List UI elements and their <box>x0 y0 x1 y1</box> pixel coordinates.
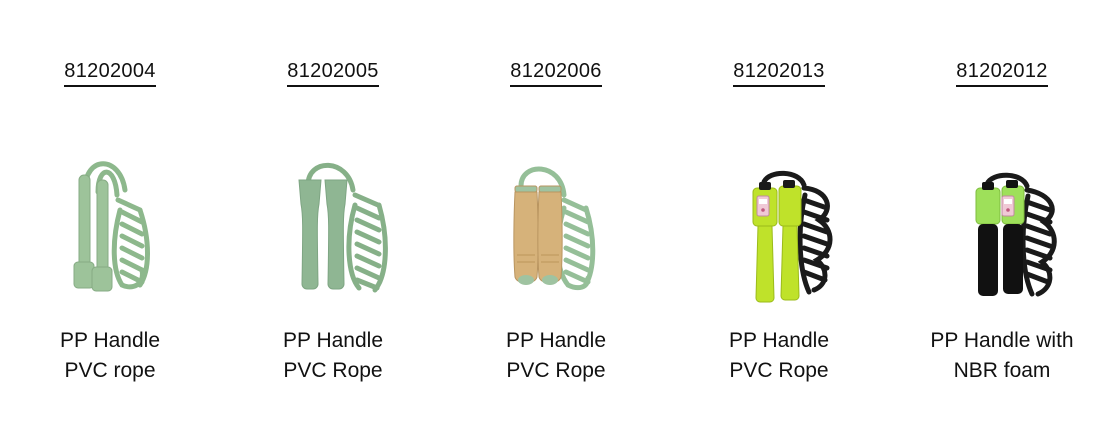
product-card <box>223 0 443 421</box>
product-code: 81202013 <box>669 58 889 87</box>
jump-rope-foam-icon <box>892 150 1099 310</box>
product-code: 81202012 <box>892 58 1099 87</box>
product-code: 81202006 <box>446 58 666 87</box>
product-code: 81202004 <box>0 58 220 87</box>
jump-rope-counter-icon <box>669 150 889 310</box>
product-card <box>446 0 666 421</box>
product-description: PP Handle PVC Rope <box>505 329 607 382</box>
product-card <box>892 0 1099 421</box>
product-description: PP Handle with NBR foam <box>930 329 1074 382</box>
jump-rope-icon <box>446 150 666 310</box>
product-card <box>669 0 889 421</box>
product-description: PP Handle PVC Rope <box>728 329 830 382</box>
product-card <box>0 0 220 421</box>
jump-rope-icon <box>223 150 443 310</box>
jump-rope-icon <box>0 150 220 310</box>
product-description: PP Handle PVC rope <box>59 329 161 382</box>
product-description: PP Handle PVC Rope <box>282 329 384 382</box>
product-code: 81202005 <box>223 58 443 87</box>
